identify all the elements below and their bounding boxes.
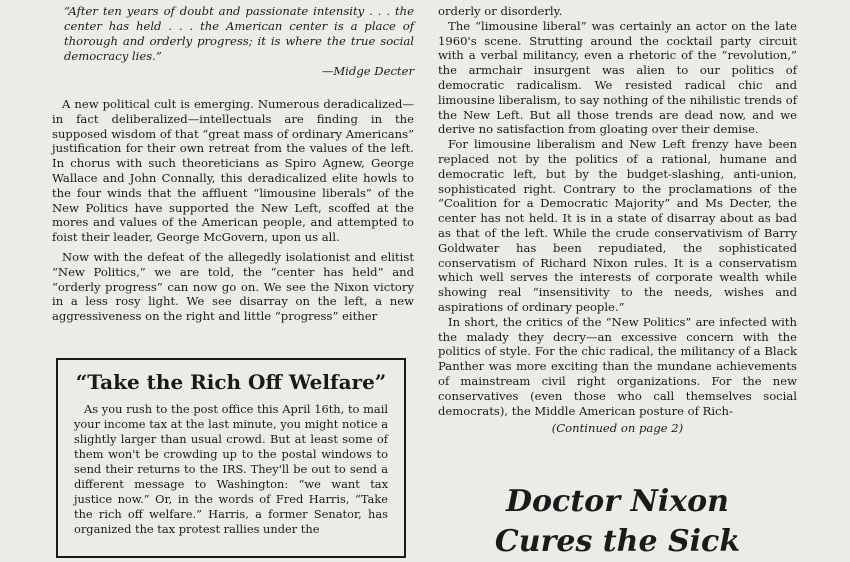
article-paragraph: A new political cult is emerging. Numerous deradicalized—in fact deliberalized—intellectuals are finding in the supposed wisdom of that “great mass of ordinary Americans” justification for their own retreat from the values of the left. In chorus with such theoreticians as Spiro Agnew, George Wallace and John Connally, this deradicalized elite howls to the four winds that the affluent “limousine liberals” of the New Politics have supported the New Left, scoffed at the mores and values of the American people, and attempted to foist their leader, George McGovern, upon us all. — [52, 97, 414, 245]
left-column — [52, 4, 414, 324]
right-column — [438, 4, 797, 436]
article-paragraph: In short, the critics of the “New Politics” are infected with the malady they decry—an excessive concern with the politics of style. For the chic radical, the militancy of a Black Panther was more exciting than the mundane achievements of mainstream civil right organizations. For the new conservatives (even those who call themselves social democrats), the Middle American posture of Rich- — [438, 314, 797, 418]
epigraph-author: —Midge Decter — [321, 64, 414, 78]
continued-notice: (Continued on page 2) — [551, 421, 684, 436]
article-paragraph: For limousine liberalism and New Left frenzy have been replaced not by the politics of a rational, humane and democratic left, but by the budget-slashing, anti-union, sophisticated right. Contrary to the proclamations of the “Coalition for a Democratic Majority” and Ms Decter, the center has not held. It is in a state of disarray about as bad as that of the left. While the crude conservativism of Barry Goldwater has been repudiated, the sophisticated conservatism of Richard Nixon rules. It is a conservatism which well serves the interests of corporate wealth while showing real “insensitivity to the needs, wishes and aspirations of ordinary people.” — [438, 137, 797, 314]
article-paragraph: The “limousine liberal” was certainly an actor on the late 1960's scene. Strutting around the cocktail party circuit with a verbal militancy, even a rhetoric of the “revolution,” the armchair insurgent was alien to our politics of democratic radicalism. We resisted radical chic and limousine liberalism, to say nothing of the nihilistic trends of the New Left. But all those trends are dead now, and we derive no satisfaction from gloating over their demise. — [438, 18, 797, 137]
epigraph-quote: “After ten years of doubt and passionate intensity . . . the center has held . . . the American center is a place of thorough and orderly progress; it is where the true social democracy lies.” — [64, 4, 414, 63]
headline-line-2: Cures the Sick — [494, 524, 741, 559]
article-paragraph: Now with the defeat of the allegedly isolationist and elitist “New Politics,” we are told, the “center has held” and “orderly progress” can now go on. We see the Nixon victory in a less rosy light. We see disarray on the left, a new aggressiveness on the right and little “progress” either — [52, 249, 414, 324]
headline-line-1: Doctor Nixon — [506, 484, 729, 519]
headline — [438, 482, 797, 562]
article-paragraph: orderly or disorderly. — [438, 4, 563, 18]
sidebar-title: “Take the Rich Off Welfare” — [75, 370, 387, 394]
sidebar-body: As you rush to the post office this April 16th, to mail your income tax at the last minute, you might notice a slightly larger than usual crowd. But at least some of them won't be crowding up to the postal windows to send their returns to the IRS. They'll be out to send a different message to Washington: “we want tax justice now.” Or, in the words of Fred Harris, “Take the rich off welfare.” Harris, a former Senator, has organized the tax protest rallies under the — [74, 402, 388, 536]
sidebar-box — [56, 358, 406, 558]
